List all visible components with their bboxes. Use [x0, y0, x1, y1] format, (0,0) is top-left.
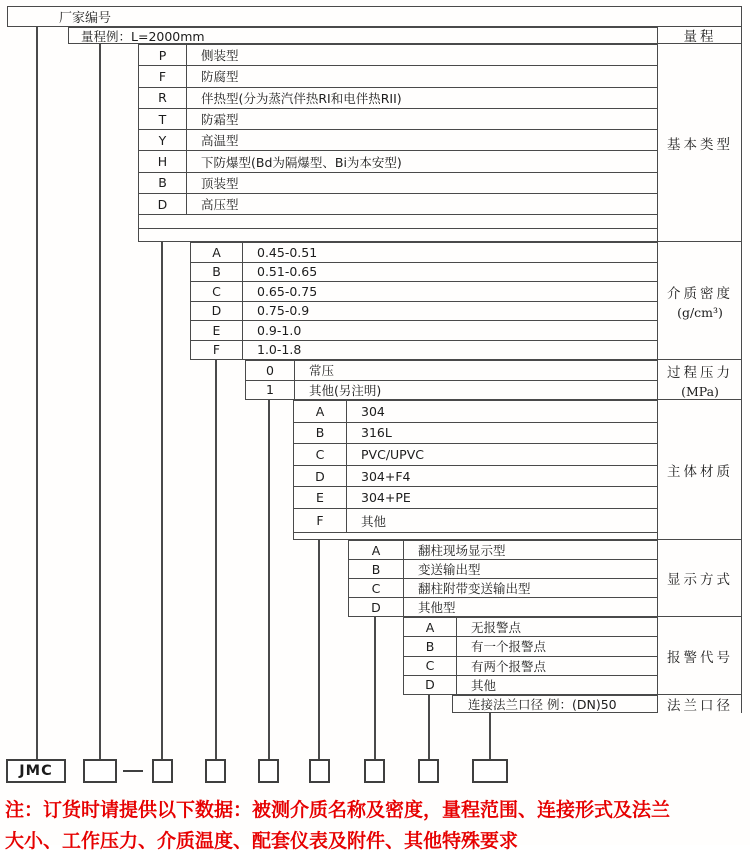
label-basic-type: 基本类型: [658, 44, 742, 242]
table-row: [191, 282, 657, 302]
code-cell: B: [404, 637, 457, 655]
desc-cell: 变送输出型: [418, 562, 481, 577]
code-cell: A: [349, 541, 404, 559]
code-box-flange-size: [472, 759, 508, 783]
code-box-range: [83, 759, 117, 783]
desc-cell: 顶装型: [201, 175, 239, 191]
table-row: [453, 696, 657, 712]
desc-cell: 304: [361, 403, 385, 419]
code-box-material: [309, 759, 330, 783]
desc-cell: 0.9-1.0: [257, 322, 302, 338]
code-box-display-mode: [364, 759, 385, 783]
desc-cell: 0.75-0.9: [257, 303, 310, 319]
code-cell: Y: [139, 130, 187, 150]
table-row: [294, 487, 657, 509]
code-cell: A: [404, 618, 457, 636]
ordering-note: [5, 795, 747, 857]
code-box-pressure: [258, 759, 279, 783]
desc-cell: 其他: [471, 677, 497, 693]
table-row: [294, 423, 657, 445]
section-basic-type: [138, 44, 658, 242]
section-material: [293, 400, 658, 540]
table-row: [191, 243, 657, 263]
code-cell: A: [191, 243, 243, 262]
desc-cell: 伴热型(分为蒸汽伴热RI和电伴热RII): [201, 90, 402, 106]
code-box-alarm-code: [418, 759, 439, 783]
table-row: [246, 361, 657, 381]
code-cell: F: [191, 341, 243, 360]
section-pressure: [245, 360, 658, 400]
code-cell: E: [294, 487, 347, 508]
desc-cell: 有两个报警点: [471, 658, 547, 674]
table-row: [294, 444, 657, 466]
code-cell: B: [191, 263, 243, 282]
connector-line-basic-type: [161, 242, 163, 759]
table-row: [139, 173, 657, 194]
label-density: 介质密度 (g/cm³): [658, 242, 742, 360]
desc-cell: 防霜型: [201, 112, 239, 128]
table-row: [139, 151, 657, 172]
section-density: [190, 242, 658, 360]
table-row: [294, 509, 657, 534]
desc-cell: 侧装型: [201, 48, 239, 64]
code-cell: E: [191, 321, 243, 340]
desc-cell: 有一个报警点: [471, 639, 547, 655]
desc-cell: 其他(另注明): [309, 382, 382, 398]
connector-line-density: [215, 360, 217, 759]
table-row: [246, 381, 657, 400]
manufacturer-number-label: 厂家编号: [59, 11, 112, 26]
model-prefix-box: JMC: [6, 759, 66, 783]
code-cell: T: [139, 109, 187, 129]
code-cell: C: [294, 444, 347, 465]
range-example-row: [68, 27, 658, 44]
label-density-unit: (g/cm³): [677, 304, 723, 320]
table-row: [191, 321, 657, 341]
desc-cell: 304+F4: [361, 468, 411, 484]
code-box-density: [205, 759, 226, 783]
code-cell: R: [139, 88, 187, 108]
desc-cell: 无报警点: [471, 620, 522, 636]
desc-cell: 其他型: [418, 600, 456, 615]
desc-cell: 翻柱现场显示型: [418, 543, 506, 558]
code-cell: C: [191, 282, 243, 301]
table-row: [139, 130, 657, 151]
section-flange-size: [452, 695, 658, 713]
category-label-column: [658, 27, 742, 713]
ordering-note-line1: 注：订货时请提供以下数据：被测介质名称及密度，量程范围、连接形式及法兰: [5, 799, 671, 821]
connector-line-alarm-code: [428, 695, 430, 759]
connector-line-range: [99, 44, 101, 759]
desc-cell: 高温型: [201, 133, 239, 149]
table-row: [349, 598, 657, 616]
table-row: [139, 66, 657, 87]
section-alarm-code: [403, 617, 658, 695]
table-row: [139, 194, 657, 215]
table-row: [349, 560, 657, 579]
section-display-mode: [348, 540, 658, 617]
label-range: 量程: [658, 27, 742, 44]
table-row: [191, 263, 657, 283]
connector-line-display-mode: [374, 617, 376, 759]
code-box-basic-type: [152, 759, 173, 783]
table-row-empty: [139, 215, 657, 228]
table-row: [139, 88, 657, 109]
code-cell: F: [139, 66, 187, 86]
desc-cell: 1.0-1.8: [257, 342, 302, 358]
code-cell: C: [349, 579, 404, 597]
table-row: [349, 579, 657, 598]
code-cell: D: [139, 194, 187, 214]
code-cell: D: [294, 466, 347, 487]
desc-cell: 0.45-0.51: [257, 244, 318, 260]
desc-cell: 防腐型: [201, 69, 239, 85]
table-row: [294, 466, 657, 488]
table-row: [191, 302, 657, 322]
label-display-mode: 显示方式: [658, 540, 742, 617]
code-cell: A: [294, 401, 347, 422]
desc-cell: 下防爆型(Bd为隔爆型、Bi为本安型): [201, 154, 402, 170]
connector-line-manufacturer: [36, 27, 38, 759]
manufacturer-number-row: [7, 6, 742, 27]
desc-cell: 304+PE: [361, 490, 411, 506]
table-row: [404, 657, 657, 676]
code-cell: P: [139, 45, 187, 65]
desc-cell: 高压型: [201, 197, 239, 213]
table-row: [294, 401, 657, 423]
connector-line-material: [318, 540, 320, 759]
label-flange-size: 法兰口径: [667, 698, 733, 714]
desc-cell: 316L: [361, 425, 392, 441]
table-row: [404, 618, 657, 637]
code-cell: 1: [246, 381, 295, 400]
connector-line-flange-size: [489, 713, 491, 759]
table-row: [191, 341, 657, 360]
table-row: [404, 676, 657, 694]
label-pressure: 过程压力 (MPa): [658, 360, 742, 400]
connector-line-pressure: [268, 400, 270, 759]
table-row: [139, 109, 657, 130]
code-cell: B: [139, 173, 187, 193]
desc-cell: 常压: [309, 363, 335, 379]
range-example-text: 量程例：L=2000mm: [81, 28, 205, 44]
code-cell: D: [349, 598, 404, 616]
code-cell: D: [191, 302, 243, 321]
desc-cell: 0.65-0.75: [257, 283, 318, 299]
table-row-empty: [139, 229, 657, 241]
desc-cell: 0.51-0.65: [257, 264, 318, 280]
label-alarm-code: 报警代号: [658, 617, 742, 695]
desc-cell: 连接法兰口径 例：(DN)50: [468, 697, 617, 712]
desc-cell: PVC/UPVC: [361, 446, 424, 462]
table-row-empty: [294, 533, 657, 539]
code-cell: H: [139, 151, 187, 171]
label-pressure-unit: (MPa): [681, 383, 719, 399]
code-cell: C: [404, 657, 457, 675]
table-row: [349, 541, 657, 560]
code-cell: D: [404, 676, 457, 694]
code-cell: 0: [246, 361, 295, 380]
code-cell: B: [294, 423, 347, 444]
code-cell: F: [294, 509, 347, 533]
label-material: 主体材质: [658, 400, 742, 540]
dash-separator: [123, 770, 143, 773]
table-row: [139, 45, 657, 66]
desc-cell: 翻柱附带变送输出型: [418, 581, 531, 596]
code-cell: B: [349, 560, 404, 578]
desc-cell: 其他: [361, 513, 387, 529]
ordering-note-line2: 大小、工作压力、介质温度、配套仪表及附件、其他特殊要求: [5, 830, 519, 852]
table-row: [404, 637, 657, 656]
